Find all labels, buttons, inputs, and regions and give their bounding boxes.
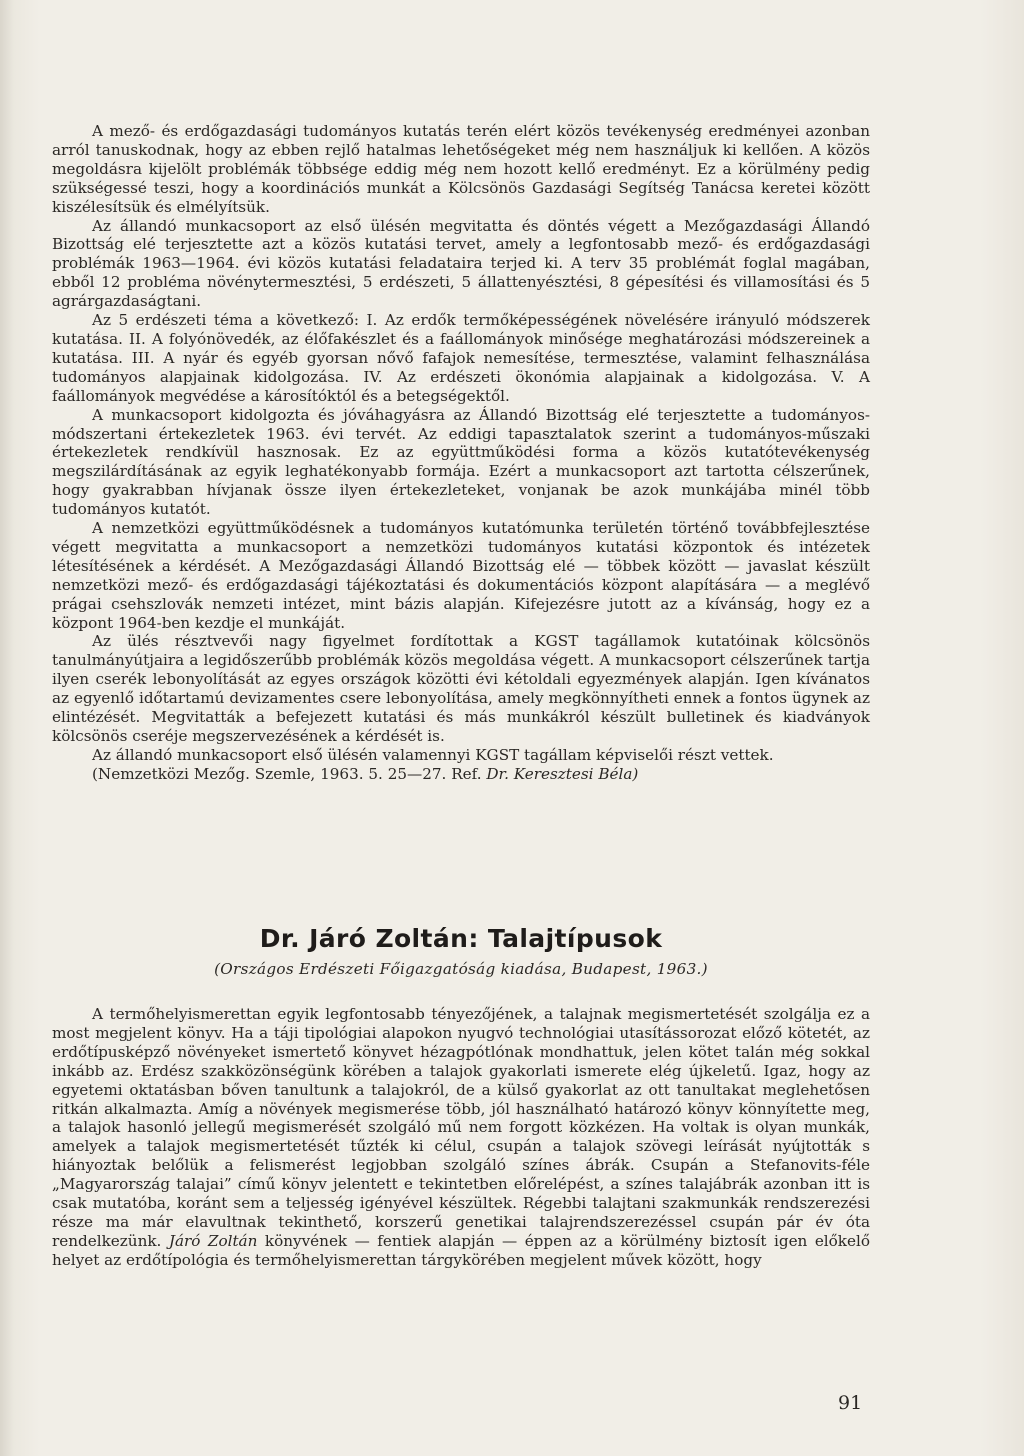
- author-name: Járó Zoltán: [168, 1231, 258, 1250]
- paragraph: A mező- és erdőgazdasági tudományos kutatás terén elért közös tevékenység eredményei azonban arról tanuskodnak, hogy az ebben rejlő hatalmas lehetőségeket még nem használjuk ki kellően. A közös megoldásra kijelölt problémák többsége eddig még nem hozott kellő eredményt. Ez a körülmény pedig szükségessé teszi, hogy a koordinációs munkát a Kölcsönös Gazdasági Segítség Tanácsa keretei között kiszélesítsük és elmélyítsük.: [52, 122, 870, 216]
- body-text: A termőhelyismerettan egyik legfontosabb tényezőjének, a talajnak megismertetését szolgálja ez a most megjelent könyv. Ha a táji tipológiai alapokon nyugvó technológiai utasítássorozat előző kötetét, az erdőtípusképző növényeket ismertető könyvet hézagpótlónak mondhattuk, jelen kötet talán még sokkal inkább az. Erdész szakközönségünk körében a talajok gyakorlati ismerete elég újkeletű. Igaz, hogy az egyetemi oktatásban bőven tanultunk a talajokról, de a külső gyakorlat az ott tanultakat meglehetősen ritkán alkalmazta. Amíg a növények megismerése több, jól használható határozó könyv könnyítette meg, a talajok hasonló jellegű megismerését szolgáló mű nem forgott közkézen. Ha voltak is olyan munkák, amelyek a talajok megismertetését tűzték ki célul, csupán a talajok szövegi leírását nyújtották s hiányoztak belőlük a felismerést legjobban szolgáló színes ábrák. Csupán a Stefanovits-féle „Magyarország talajai” című könyv jelentett e tekintetben előrelépést, a színes talajábrák azonban itt is csak mutatóba, koránt sem a teljesség igényével készültek. Régebbi talajtani szakmunkák rendszerezési része ma már elavultnak tekinthető, korszerű genetikai talajrendszerezéssel csupán pár év óta rendelkezünk.: [52, 1005, 870, 1250]
- review-subtitle: (Országos Erdészeti Főigazgatóság kiadása, Budapest, 1963.): [214, 960, 708, 978]
- paragraph: A nemzetközi együttműködésnek a tudományos kutatómunka területén történő továbbfejlesztése végett megvitatta a munkacsoport a nemzetközi tudományos kutatási központok és intézetek létesítésének a kérdését. A Mezőgazdasági Állandó Bizottság elé — többek között — javaslat készült nemzetközi mező- és erdőgazdasági tájékoztatási és dokumentációs központ alapítására — a meglévő prágai csehszlovák nemzeti intézet, mint bázis alapján. Kifejezésre jutott az a kívánság, hogy ez a központ 1964-ben kezdje el munkáját.: [52, 519, 870, 632]
- reference-author: Dr. Keresztesi Béla): [486, 764, 639, 783]
- paragraph: [52, 1005, 870, 1270]
- paragraph: Az állandó munkacsoport az első ülésén megvitatta és döntés végett a Mezőgazdasági Állandó Bizottság elé terjesztette azt a közös kutatási tervet, amely a legfontosabb mező- és erdőgazdasági problémák 1963—1964. évi közös kutatási feladataira terjed ki. A terv 35 problémát foglal magában, ebből 12 probléma növénytermesztési, 5 erdészeti, 5 állattenyésztési, 8 gépesítési és villamosítási és 5 agrárgazdaságtani.: [52, 216, 870, 311]
- body-text: könyvének — fentiek alapján — éppen az a körülmény biztosít igen előkelő helyet az erdőtípológia és termőhelyismerettan tárgykörében megjelent művek között, hogy: [52, 1231, 870, 1269]
- paragraph: A munkacsoport kidolgozta és jóváhagyásra az Állandó Bizottság elé terjesztette a tudományos- módszertani értekezletek 1963. évi tervét. Az eddigi tapasztalatok szerint a tudományos-műszaki értekezletek rendkívül hasznosak. Ez az együttműködési forma a közös kutatótevékenység megszilárdításának az egyik leghatékonyabb formája. Ezért a munkacsoport azt tartotta célszerűnek, hogy gyakrabban hívjanak össze ilyen értekezleteket, vonjanak be azok munkájába minél több tudományos kutatót.: [52, 405, 870, 519]
- article-one-body: [52, 122, 870, 784]
- paragraph: Az állandó munkacsoport első ülésén valamennyi KGST tagállam képviselői részt vettek.: [92, 745, 774, 764]
- paragraph: Az 5 erdészeti téma a következő: I. Az erdők termőképességének növelésére irányuló módszerek kutatása. II. A folyónövedék, az élőfakészlet és a faállományok minősége meghatározási módszereinek a kutatása. III. A nyár és egyéb gyorsan nővő fafajok nemesítése, termesztése, valamint felhasználása tudományos alapjainak kidolgozása. IV. Az erdészeti ökonómia alapjainak a kidolgozása. V. A faállományok megvédése a károsítóktól és a betegségektől.: [52, 311, 870, 405]
- paragraph: Az ülés résztvevői nagy figyelmet fordítottak a KGST tagállamok kutatóinak kölcsönös tanulmányútjaira a legidőszerűbb problémák közös megoldása végett. A munkacsoport célszerűnek tartja ilyen cserék lebonyolítását az egyes országok közötti évi kétoldali egyezmények alapján. Igen kívánatos az egyenlő időtartamú devizamentes csere lebonyolítása, amely megkönnyítheti ennek a fontos ügynek az elintézését. Megvitatták a befejezett kutatási és más munkákról készült bulletinek és kiadványok kölcsönös cseréje megszervezésének a kérdését is.: [52, 632, 870, 745]
- reference-source: (Nemzetközi Mezőg. Szemle, 1963. 5. 25—27. Ref.: [92, 764, 482, 783]
- article-two-body: [52, 1005, 870, 1270]
- review-title: Dr. Járó Zoltán: Talajtípusok: [259, 924, 663, 953]
- page-number: 91: [838, 1392, 863, 1414]
- reference-line: [52, 765, 870, 784]
